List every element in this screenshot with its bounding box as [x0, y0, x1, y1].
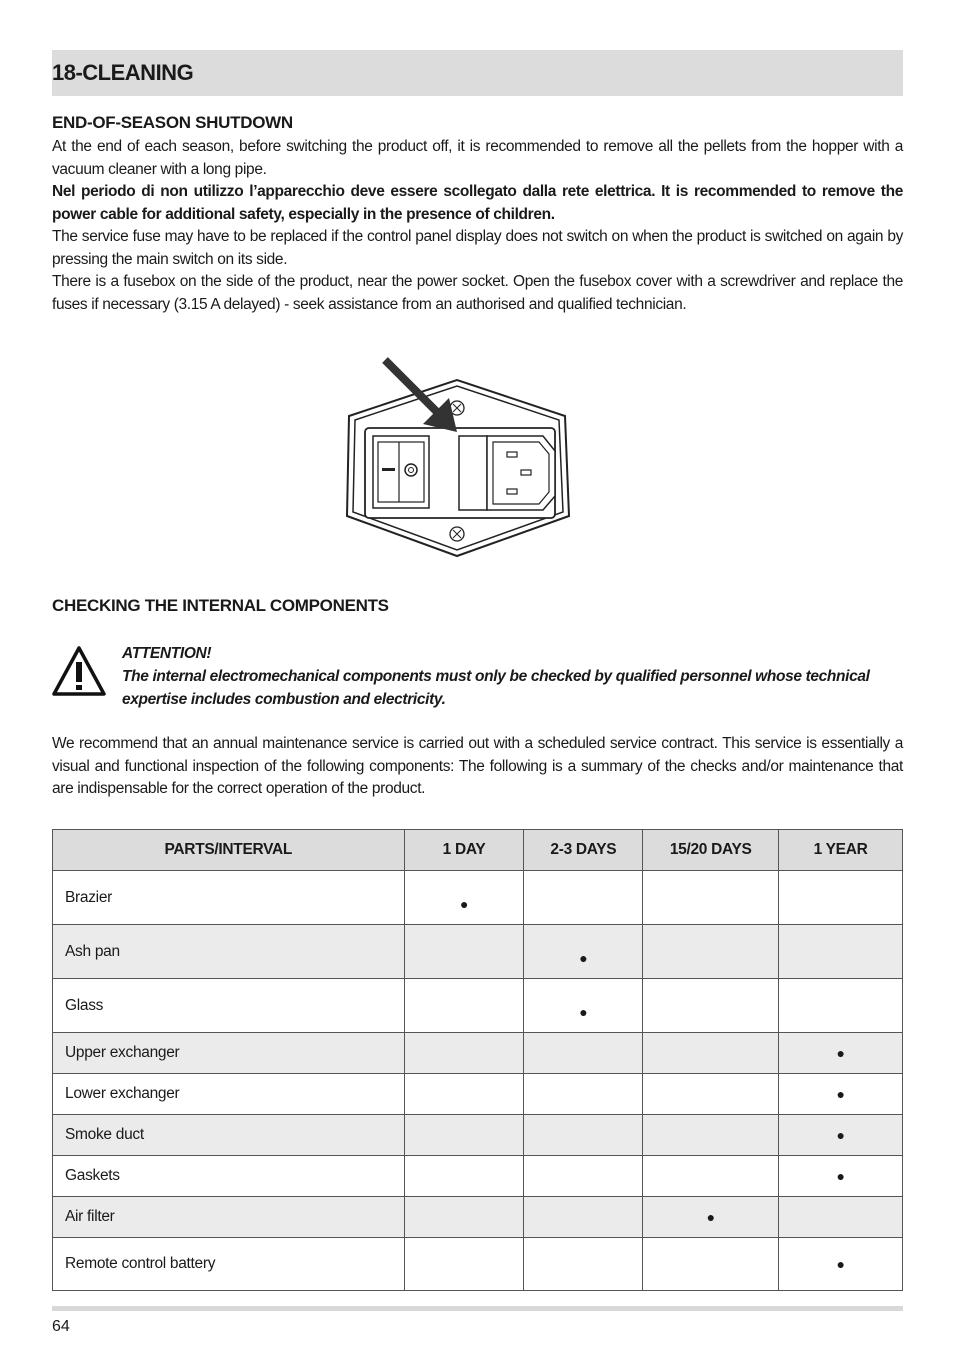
mark-cell: [404, 1156, 524, 1197]
mark-cell: [524, 1033, 643, 1074]
mark-cell: [643, 1074, 779, 1115]
mark-cell: [404, 1033, 524, 1074]
table-row: [53, 979, 903, 1033]
header-parts: PARTS/INTERVAL: [53, 830, 405, 871]
part-name: Glass: [53, 979, 405, 1033]
maintenance-table: [52, 829, 903, 1291]
part-name: Gaskets: [53, 1156, 405, 1197]
attention-text: [122, 642, 903, 711]
mark-cell: [404, 1238, 524, 1291]
part-name: Remote control battery: [53, 1238, 405, 1291]
paragraph-power-warning: Nel periodo di non utilizzo l’apparecchio deve essere scollegato dalla rete elettrica. It is recommended to remove the power cable for additional safety, especially in the presence of children.: [52, 183, 903, 223]
part-name: Brazier: [53, 871, 405, 925]
end-of-season-heading: END-OF-SEASON SHUTDOWN: [52, 113, 293, 132]
mark-cell: [524, 1156, 643, 1197]
table-row: [53, 1197, 903, 1238]
page-number: 64: [52, 1318, 70, 1335]
mark-cell: [643, 979, 779, 1033]
part-name: Lower exchanger: [53, 1074, 405, 1115]
attention-notice: [52, 642, 903, 712]
end-of-season-text: [52, 136, 903, 316]
part-name: Upper exchanger: [53, 1033, 405, 1074]
mark-cell: [404, 925, 524, 979]
section-title-text: 18-CLEANING: [52, 60, 194, 85]
paragraph-pellets: At the end of each season, before switching the product off, it is recommended to remove all the pellets from the hopper with a vacuum cleaner with a long pipe.: [52, 138, 903, 178]
paragraph-service-fuse: The service fuse may have to be replaced if the control panel display does not switch on when the product is switched on again by pressing the main switch on its side.: [52, 228, 903, 268]
mark-cell: ●: [404, 871, 524, 925]
mark-cell: [404, 1197, 524, 1238]
mark-cell: [524, 1238, 643, 1291]
checking-components-heading: CHECKING THE INTERNAL COMPONENTS: [52, 596, 389, 615]
mark-cell: ●: [643, 1197, 779, 1238]
header-1-day: 1 DAY: [404, 830, 524, 871]
table-row: [53, 925, 903, 979]
section-title: [52, 50, 903, 96]
table-row: [53, 1033, 903, 1074]
mark-cell: [524, 1074, 643, 1115]
mark-cell: [643, 1115, 779, 1156]
mark-cell: ●: [779, 1115, 903, 1156]
mark-cell: ●: [779, 1156, 903, 1197]
mark-cell: [643, 1238, 779, 1291]
part-name: Ash pan: [53, 925, 405, 979]
mark-cell: ●: [524, 979, 643, 1033]
mark-cell: [404, 1074, 524, 1115]
mark-cell: [779, 979, 903, 1033]
mark-cell: [643, 1156, 779, 1197]
warning-triangle-icon: [52, 646, 106, 696]
mark-cell: ●: [779, 1033, 903, 1074]
mark-cell: [779, 871, 903, 925]
mark-cell: [524, 1115, 643, 1156]
footer-rule: [52, 1306, 903, 1311]
mark-cell: ●: [779, 1238, 903, 1291]
mark-cell: ●: [779, 1074, 903, 1115]
paragraph-fusebox: There is a fusebox on the side of the product, near the power socket. Open the fusebox cover with a screwdriver and replace the fuses if necessary (3.15 A delayed) - seek assistance from an authorised and qualified technician.: [52, 273, 903, 313]
table-row: [53, 1115, 903, 1156]
table-header-row: [53, 830, 903, 871]
maintenance-intro: We recommend that an annual maintenance service is carried out with a scheduled service contract. This service is essentially a visual and functional inspection of the following components: The following is a summary of the checks and/or maintenance that are indispensable for the correct operation of the product.: [52, 735, 903, 797]
mark-cell: [643, 871, 779, 925]
part-name: Air filter: [53, 1197, 405, 1238]
table-row: [53, 1074, 903, 1115]
fusebox-illustration: [343, 356, 573, 566]
mark-cell: [643, 925, 779, 979]
table-row: [53, 1238, 903, 1291]
mark-cell: [404, 979, 524, 1033]
part-name: Smoke duct: [53, 1115, 405, 1156]
header-2-3-days: 2-3 DAYS: [524, 830, 643, 871]
mark-cell: [643, 1033, 779, 1074]
header-15-20-days: 15/20 DAYS: [643, 830, 779, 871]
header-1-year: 1 YEAR: [779, 830, 903, 871]
attention-title: ATTENTION!: [122, 645, 212, 662]
mark-cell: [779, 925, 903, 979]
attention-body: The internal electromechanical components must only be checked by qualified personnel whose technical expertise includes combustion and electricity.: [122, 668, 870, 708]
table-row: [53, 871, 903, 925]
mark-cell: [404, 1115, 524, 1156]
mark-cell: [524, 871, 643, 925]
table-row: [53, 1156, 903, 1197]
mark-cell: [779, 1197, 903, 1238]
mark-cell: [524, 1197, 643, 1238]
mark-cell: ●: [524, 925, 643, 979]
